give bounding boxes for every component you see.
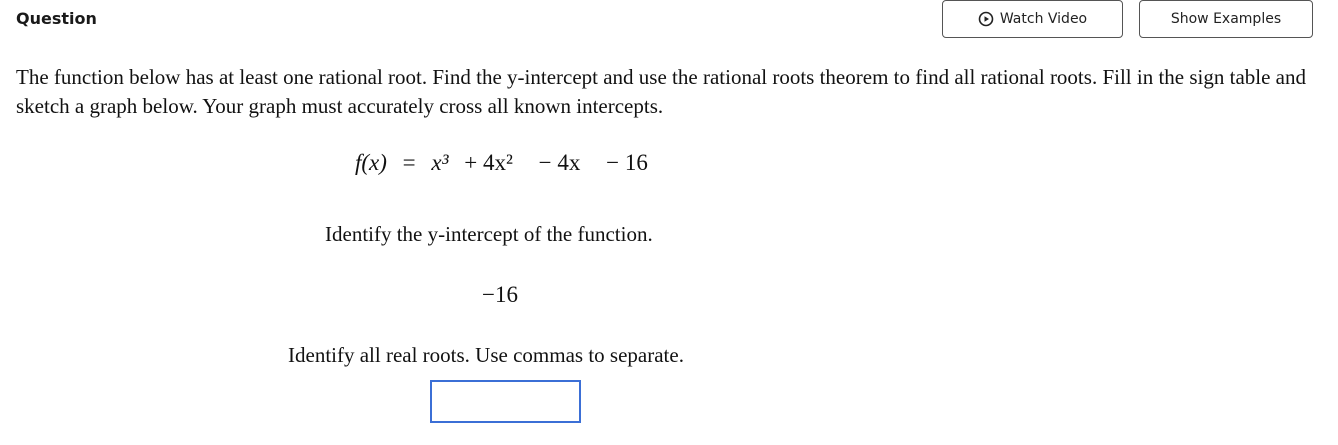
formula-term-4: − 16 [606, 150, 648, 175]
formula-lhs: f(x) [355, 150, 387, 175]
play-circle-icon [978, 11, 994, 27]
y-intercept-question: Identify the y-intercept of the function. [325, 222, 653, 246]
formula-term-2: + 4x² [464, 150, 513, 175]
y-intercept-answer: −16 [482, 282, 518, 307]
question-heading: Question [16, 9, 97, 28]
show-examples-label: Show Examples [1170, 11, 1282, 27]
formula-term-3: − 4x [538, 150, 581, 175]
watch-video-button[interactable] [942, 0, 1123, 38]
watch-video-label: Watch Video [999, 11, 1088, 27]
function-formula: f(x) = x³ + 4x² − 4x − 16 [355, 150, 648, 175]
formula-term-1: x³ [431, 150, 449, 175]
question-prompt: The function below has at least one rational root. Find the y-intercept and use the rational roots theorem to find all rational roots. Fill in the sign table and sketch a graph below. Your graph must accurately cross all known intercepts. [16, 65, 1307, 118]
real-roots-question: Identify all real roots. Use commas to separate. [288, 343, 684, 367]
real-roots-input[interactable] [430, 380, 581, 423]
show-examples-button[interactable] [1139, 0, 1313, 38]
